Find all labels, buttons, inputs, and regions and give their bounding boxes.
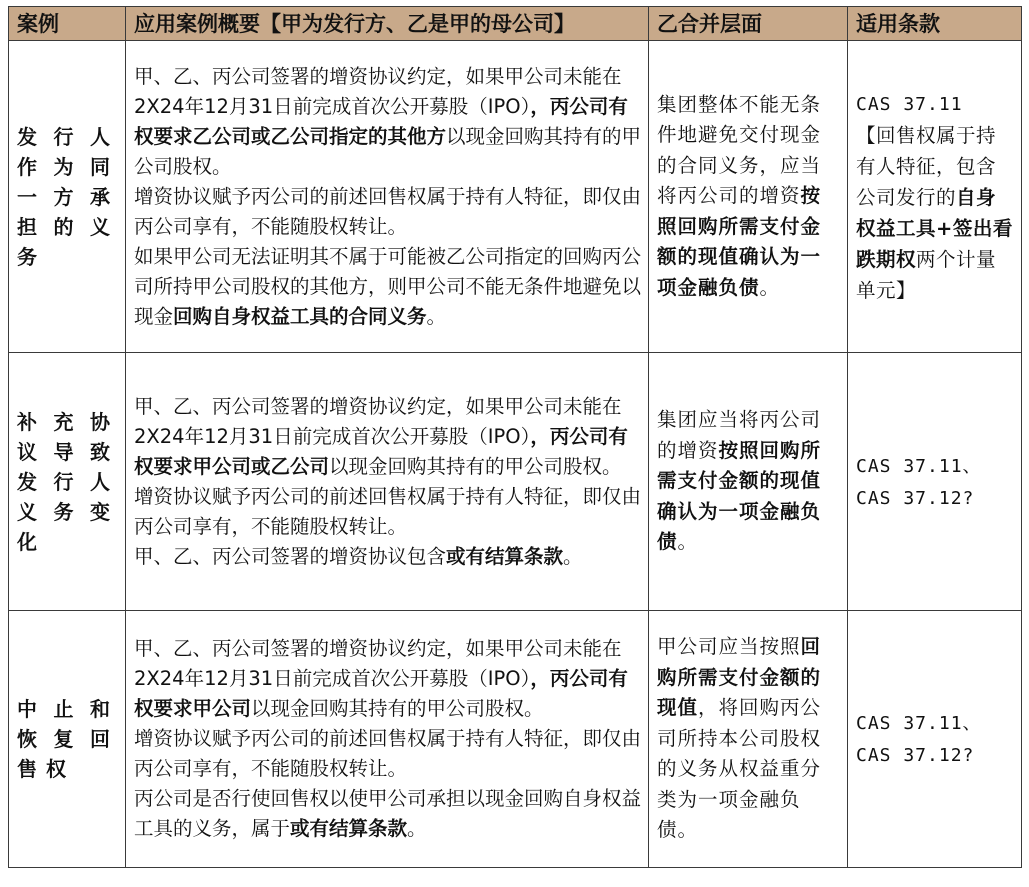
text-segment: ，将回购丙公司所持本公司股权的义务从权益重分类为一项金融负债。 <box>657 696 822 842</box>
case-table <box>8 6 1022 868</box>
bold-text: 自身权益工具+签出看跌期权 <box>856 185 1013 271</box>
text-segment: 甲公司应当按照 <box>657 635 801 659</box>
text-segment: CAS 37.11、CAS 37.12? <box>856 713 982 766</box>
applicable-clause <box>848 41 1022 353</box>
text-segment: CAS 37.11、CAS 37.12? <box>856 455 982 509</box>
text-segment: 增资协议赋予丙公司的前述回售权属于持有人特征，即仅由丙公司享有，不能随股权转让。 <box>134 484 642 538</box>
table-row <box>9 41 1022 353</box>
text-segment: 甲、乙、丙公司签署的增资协议约定，如果甲公司未能在2X24年12月31日前完成首次公开募股（IPO） <box>134 637 622 690</box>
bold-text: 按照回购所需支付金额的现值确认为一项金融负债 <box>657 184 822 299</box>
text-segment: 甲、乙、丙公司签署的增资协议约定，如果甲公司未能在2X24年12月31日前完成首次公开募股（IPO） <box>134 394 622 448</box>
header-row <box>9 7 1022 41</box>
table-row <box>9 611 1022 868</box>
bold-text: 回购自身权益工具的合同义务 <box>173 304 427 328</box>
consolidated-treatment <box>649 611 848 868</box>
text-segment: 如果甲公司无法证明其不属于可能被乙公司指定的回购丙公司所持甲公司股权的其他方，则甲公司不能无条件地避免以现金 <box>134 244 642 328</box>
text-segment: 。 <box>426 304 447 328</box>
text-segment: 增资协议赋予丙公司的前述回售权属于持有人特征，即仅由丙公司享有，不能随股权转让。 <box>134 184 642 238</box>
consolidated-treatment <box>649 353 848 611</box>
case-summary <box>126 611 649 868</box>
bold-text: 按照回购所需支付金额的现值确认为一项金融负债 <box>657 438 822 554</box>
text-segment: 增资协议赋予丙公司的前述回售权属于持有人特征，即仅由丙公司享有，不能随股权转让。 <box>134 727 642 780</box>
text-segment: 以现金回购其持有的甲公司股权。 <box>134 124 642 178</box>
header-clause: 适用条款 <box>848 7 1022 41</box>
bold-text: 或有结算条款 <box>290 817 408 840</box>
header-case: 案例 <box>9 7 126 41</box>
text-segment: 。 <box>759 275 781 299</box>
bold-text: 或有结算条款 <box>446 544 564 568</box>
text-segment: 集团整体不能无条件地避免交付现金的合同义务，应当将丙公司的增资 <box>657 92 822 208</box>
bold-text: ，丙公司有权要求乙公司或乙公司指定的其他方 <box>134 94 628 148</box>
case-name: 中止和恢复回售权 <box>9 611 126 868</box>
text-segment: 丙公司是否行使回售权以使甲公司承担以现金回购自身权益工具的义务，属于 <box>134 787 642 840</box>
applicable-clause <box>848 353 1022 611</box>
text-segment: 两个计量单元】 <box>856 247 997 302</box>
header-consolidated: 乙合并层面 <box>649 7 848 41</box>
text-segment: 甲、乙、丙公司签署的增资协议包含 <box>134 544 447 568</box>
text-segment: 。 <box>563 544 583 568</box>
case-name: 补充协议导致发行人义务变化 <box>9 353 126 611</box>
text-segment: 【回售权属于持有人特征，包含公司发行的 <box>856 123 997 209</box>
bold-text: ，丙公司有权要求甲公司 <box>134 667 628 720</box>
table-row <box>9 353 1022 611</box>
text-segment: CAS 37.11 <box>856 93 963 115</box>
text-segment: 甲、乙、丙公司签署的增资协议约定，如果甲公司未能在2X24年12月31日前完成首次公开募股（IPO） <box>134 64 622 118</box>
case-summary <box>126 353 649 611</box>
bold-text: ，丙公司有权要求甲公司或乙公司 <box>134 424 628 478</box>
case-name: 发行人作为同一方承担的义务 <box>9 41 126 353</box>
case-summary <box>126 41 649 353</box>
text-segment: 。 <box>407 817 427 840</box>
bold-text: 回购所需支付金额的现值 <box>657 635 822 720</box>
text-segment: 集团应当将丙公司的增资 <box>657 408 822 462</box>
text-segment: 以现金回购其持有的甲公司股权。 <box>251 697 544 720</box>
header-summary: 应用案例概要【甲为发行方、乙是甲的母公司】 <box>126 7 649 41</box>
applicable-clause <box>848 611 1022 868</box>
text-segment: 。 <box>677 530 699 554</box>
consolidated-treatment <box>649 41 848 353</box>
text-segment: 以现金回购其持有的甲公司股权。 <box>329 454 622 478</box>
